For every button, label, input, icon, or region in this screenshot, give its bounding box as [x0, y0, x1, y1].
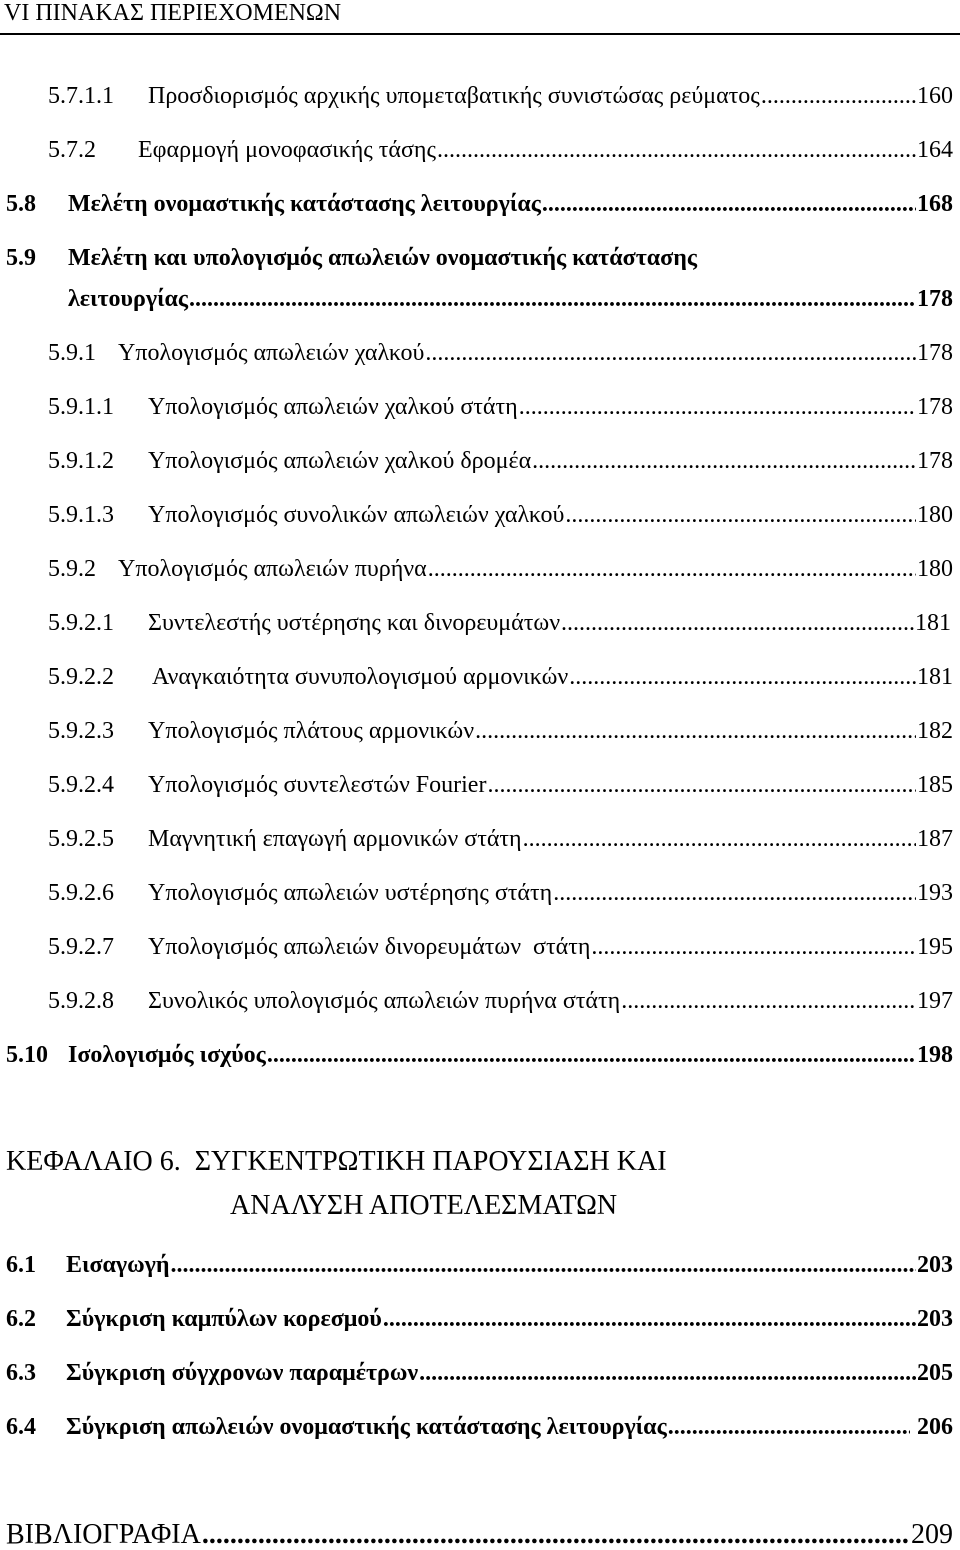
toc-leader-dots [761, 79, 916, 113]
toc-entry-5-9-2-3[interactable] [48, 714, 953, 748]
toc-entry-5-9-2-1[interactable] [48, 606, 951, 640]
toc-page: 180 [917, 502, 953, 528]
toc-title: Σύγκριση απωλειών ονομαστικής κατάστασης λειτουργίας [66, 1414, 667, 1440]
toc-page: 180 [917, 556, 953, 582]
toc-leader-dots [189, 282, 916, 316]
toc-number: 5.9.2.3 [48, 718, 114, 744]
toc-number: 5.10 [6, 1042, 48, 1068]
header-rule [0, 33, 960, 35]
toc-page: 178 [917, 286, 953, 312]
toc-number: 5.9.2.2 [48, 664, 114, 690]
toc-page: 197 [917, 988, 953, 1014]
toc-leader-dots [532, 444, 916, 478]
toc-title: Υπολογισμός απωλειών δινορευμάτων στάτη [148, 934, 591, 960]
toc-title: Εφαρμογή μονοφασικής τάσης [138, 137, 436, 163]
toc-title: Συντελεστής υστέρησης και δινορευμάτων [148, 610, 561, 636]
toc-leader-dots [542, 187, 916, 221]
toc-leader-dots [561, 606, 914, 640]
toc-page: 181 [917, 664, 953, 690]
toc-entry-5-9-1-2[interactable] [48, 444, 953, 478]
page-header [0, 0, 960, 40]
toc-title-continuation: λειτουργίας [68, 286, 189, 312]
toc-leader-dots [565, 498, 916, 532]
toc-entry-5-9-1-1[interactable] [48, 390, 953, 424]
toc-page: 198 [917, 1042, 953, 1068]
toc-title: Σύγκριση καμπύλων κορεσμού [66, 1306, 382, 1332]
toc-entry-5-9-2-2[interactable] [48, 660, 953, 694]
toc-entry-5-9-2-5[interactable] [48, 822, 953, 856]
toc-page: 181 [915, 610, 951, 636]
toc-page: 178 [917, 394, 953, 420]
toc-number: 5.9.2.8 [48, 988, 114, 1014]
toc-entry-5-9[interactable] [68, 282, 953, 316]
toc-number: 5.9.2.5 [48, 826, 114, 852]
toc-title: Μαγνητική επαγωγή αρμονικών στάτη [148, 826, 522, 852]
toc-number: 5.8 [6, 191, 36, 217]
chapter-6-heading-line-1: ΚΕΦΑΛΑΙΟ 6. ΣΥΓΚΕΝΤΡΩΤΙΚΗ ΠΑΡΟΥΣΙΑΣΗ ΚΑΙ [6, 1146, 667, 1177]
toc-number: 5.9.2 [48, 556, 96, 582]
toc-number: 5.7.2 [48, 137, 96, 163]
toc-page: 178 [917, 448, 953, 474]
toc-title: Ισολογισμός ισχύος [68, 1042, 266, 1068]
toc-title: Συνολικός υπολογισμός απωλειών πυρήνα στάτη [148, 988, 621, 1014]
toc-leader-dots [523, 822, 916, 856]
toc-entry-6-2[interactable] [6, 1302, 953, 1336]
toc-page: 168 [917, 191, 953, 217]
toc-number: 6.1 [6, 1252, 36, 1278]
toc-title: Υπολογισμός απωλειών πυρήνα [118, 556, 427, 582]
toc-entry-6-4[interactable] [6, 1410, 953, 1444]
toc-leader-dots [668, 1410, 910, 1444]
toc-title: Εισαγωγή [66, 1252, 170, 1278]
toc-number: 5.9.1.1 [48, 394, 114, 420]
toc-page: 203 [917, 1252, 953, 1278]
toc-number: 5.9.2.6 [48, 880, 114, 906]
toc-leader-dots [437, 133, 916, 167]
toc-leader-dots [428, 552, 916, 586]
toc-number: 5.9.2.1 [48, 610, 114, 636]
toc-page: 178 [917, 340, 953, 366]
chapter-6-heading-line-2: ΑΝΑΛΥΣΗ ΑΠΟΤΕΛΕΣΜΑΤΩΝ [230, 1190, 618, 1221]
toc-number: 6.2 [6, 1306, 36, 1332]
toc-number: 5.7.1.1 [48, 83, 114, 109]
toc-leader-dots [519, 390, 916, 424]
toc-page: 195 [917, 934, 953, 960]
toc-title: Υπολογισμός απωλειών χαλκού δρομέα [148, 448, 532, 474]
toc-title: Υπολογισμός απωλειών υστέρησης στάτη [148, 880, 553, 906]
toc-leader-dots [553, 876, 916, 910]
toc-entry-5-9-2[interactable] [48, 552, 953, 586]
toc-entry-5-10[interactable] [6, 1038, 953, 1072]
toc-leader-dots [419, 1356, 916, 1390]
toc-entry-6-3[interactable] [6, 1356, 953, 1390]
toc-number: 5.9.1.2 [48, 448, 114, 474]
toc-number: 6.4 [6, 1414, 36, 1440]
toc-entry-5-9-first-line[interactable] [6, 241, 697, 275]
toc-page: 160 [917, 83, 953, 109]
toc-number: 5.9 [6, 245, 36, 271]
toc-entry-bibliography[interactable] [6, 1520, 953, 1550]
toc-page: 187 [917, 826, 953, 852]
toc-entry-5-7-2[interactable] [48, 133, 953, 167]
toc-page: 185 [917, 772, 953, 798]
toc-title: Προσδιορισμός αρχικής υπομεταβατικής συνιστώσας ρεύματος [148, 83, 760, 109]
toc-entry-5-9-2-4[interactable] [48, 768, 953, 802]
toc-leader-dots [202, 1520, 910, 1550]
toc-entry-5-9-2-6[interactable] [48, 876, 953, 910]
toc-entry-5-9-1-3[interactable] [48, 498, 953, 532]
toc-entry-5-7-1-1[interactable] [48, 79, 953, 113]
toc-leader-dots [591, 930, 916, 964]
toc-title: Μελέτη και υπολογισμός απωλειών ονομαστικής κατάστασης [68, 245, 697, 271]
toc-leader-dots [621, 984, 916, 1018]
toc-page: 193 [917, 880, 953, 906]
toc-leader-dots [569, 660, 916, 694]
toc-entry-6-1[interactable] [6, 1248, 953, 1282]
toc-leader-dots [487, 768, 916, 802]
toc-page: 205 [917, 1360, 953, 1386]
toc-leader-dots [267, 1038, 916, 1072]
toc-page: 206 [911, 1414, 953, 1440]
toc-title: Υπολογισμός πλάτους αρμονικών [148, 718, 475, 744]
toc-entry-5-9-2-7[interactable] [48, 930, 953, 964]
toc-title: Υπολογισμός συνολικών απωλειών χαλκού [148, 502, 565, 528]
toc-title: ΒΙΒΛΙΟΓΡΑΦΙΑ [6, 1519, 201, 1550]
toc-title: Υπολογισμός απωλειών χαλκού στάτη [148, 394, 518, 420]
toc-number: 5.9.1 [48, 340, 96, 366]
toc-title: Υπολογισμός συντελεστών Fourier [148, 772, 487, 798]
toc-number: 5.9.1.3 [48, 502, 114, 528]
header-title: VI ΠΙΝΑΚΑΣ ΠΕΡΙΕΧΟΜΕΝΩΝ [4, 0, 342, 26]
toc-number: 5.9.2.4 [48, 772, 114, 798]
toc-page: 182 [917, 718, 953, 744]
toc-page: 209 [911, 1519, 953, 1550]
toc-number: 5.9.2.7 [48, 934, 114, 960]
toc-leader-dots [425, 336, 916, 370]
toc-title: Μελέτη ονομαστικής κατάστασης λειτουργίας [68, 191, 541, 217]
toc-entry-5-9-2-8[interactable] [48, 984, 953, 1018]
toc-leader-dots [475, 714, 916, 748]
toc-title: Αναγκαιότητα συνυπολογισμού αρμονικών [152, 664, 569, 690]
toc-page: 203 [917, 1306, 953, 1332]
toc-number: 6.3 [6, 1360, 36, 1386]
toc-page: 164 [917, 137, 953, 163]
toc-entry-5-8[interactable] [6, 187, 953, 221]
toc-title: Σύγκριση σύγχρονων παραμέτρων [66, 1360, 419, 1386]
toc-title: Υπολογισμός απωλειών χαλκού [118, 340, 425, 366]
toc-entry-5-9-1[interactable] [48, 336, 953, 370]
toc-leader-dots [383, 1302, 916, 1336]
toc-leader-dots [171, 1248, 916, 1282]
